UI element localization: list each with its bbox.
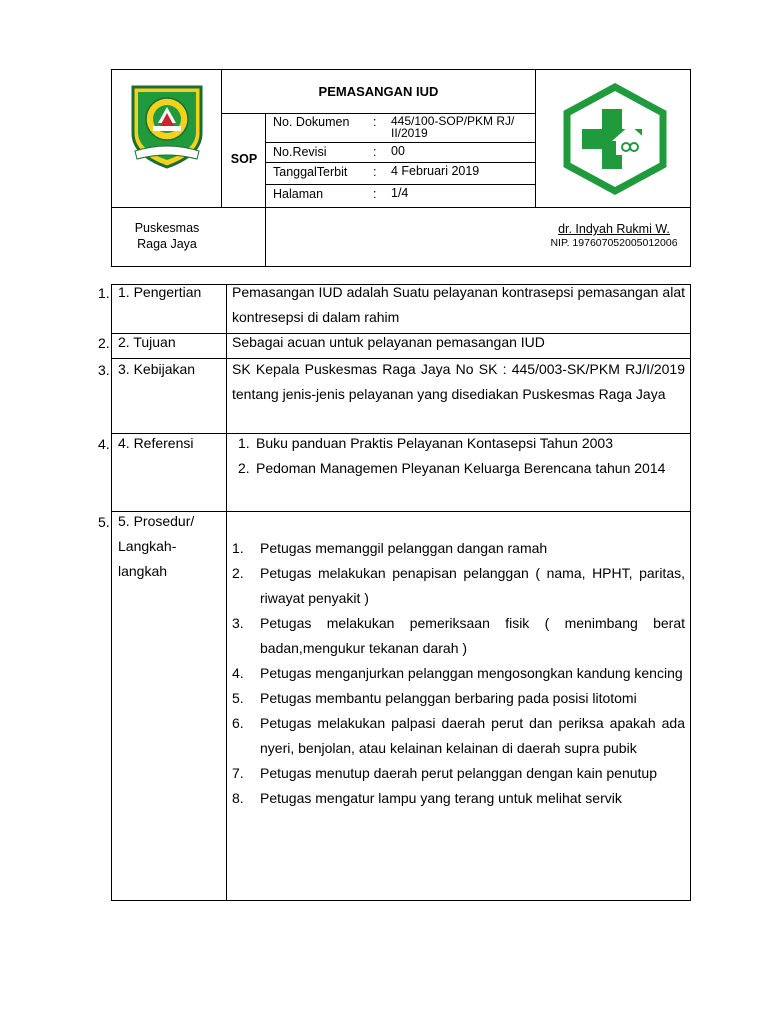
meta-value: 1/4 [391,186,409,200]
list-number: 4. [232,665,244,681]
meta-label: No. Dokumen [273,115,350,129]
row-content: Pemasangan IUD adalah Suatu pelayanan kontrasepsi pemasangan alat kontresepsi di dalam rahim [232,284,685,325]
meta-colon: : [373,187,377,201]
institution-name [112,220,222,252]
list-text: Petugas melakukan palpasi daerah perut dan periksa apakah ada nyeri, benjolan, atau kelainan kelainan di daerah supra pubik [260,715,685,756]
head-signature-block [536,222,692,249]
divider [112,207,690,208]
sop-header [111,69,691,267]
list-number: 1. [238,435,250,451]
row-content: Sebagai acuan untuk pelayanan pemasangan IUD [232,334,545,350]
row-label-line: 5. Prosedur/ [118,513,195,529]
list-item [232,686,685,711]
institution-line: Raga Jaya [137,237,197,251]
meta-colon: : [373,165,377,179]
institution-line: Puskesmas [134,221,200,235]
list-number: 5. [232,690,244,706]
list-text: Petugas mengatur lampu yang terang untuk melihat servik [260,790,622,806]
divider [265,142,535,143]
list-item [232,456,685,481]
meta-colon: : [373,115,377,129]
row-number: 4. [98,436,110,452]
list-number: 2. [232,565,244,581]
list-number: 8. [232,790,244,806]
list-text: Petugas melakukan penapisan pelanggan ( nama, HPHT, paritas, riwayat penyakit ) [260,565,685,606]
list-number: 6. [232,715,244,731]
row-label: 2. Tujuan [118,334,176,350]
puskesmas-logo [560,83,670,195]
list-number: 7. [232,765,244,781]
divider [535,70,536,208]
divider [226,285,227,900]
meta-label: TanggalTerbit [273,165,348,179]
divider [265,184,535,185]
procedure-steps [232,536,685,811]
row-content: SK Kepala Puskesmas Raga Jaya No SK : 445/003-SK/PKM RJ/I/2019 tentang jenis-jenis pelayanan yang disediakan Puskesmas Raga Jaya [232,361,685,402]
sop-label: SOP [230,152,258,166]
list-number: 2. [238,460,250,476]
row-number: 2. [98,335,110,351]
meta-value: 00 [391,144,405,158]
list-item [232,611,685,661]
meta-value: 445/100-SOP/PKM RJ/ II/2019 [391,114,515,140]
list-text: Petugas melakukan pemeriksaan fisik ( menimbang berat badan,mengukur tekanan darah ) [260,615,685,656]
list-item [232,536,685,561]
list-item [232,661,685,686]
head-name: dr. Indyah Rukmi W. [558,222,670,236]
list-text: Petugas memanggil pelanggan dangan ramah [260,540,548,556]
meta-colon: : [373,145,377,159]
row-number: 1. [98,285,110,301]
list-item [232,561,685,611]
list-text: Petugas membantu pelanggan berbaring pada posisi litotomi [260,690,637,706]
regency-emblem-logo [127,83,207,171]
divider [265,207,266,267]
meta-value: 4 Februari 2019 [391,164,480,178]
list-item [232,786,685,811]
procedure-table [98,284,691,901]
reference-list [232,431,685,481]
list-text: Pedoman Managemen Pleyanan Keluarga Berencana tahun 2014 [256,460,666,476]
divider [112,511,690,512]
document-title: PEMASANGAN IUD [318,84,439,99]
list-number: 3. [232,615,244,631]
row-label: 4. Referensi [118,435,194,451]
row-label-line: Langkah- [118,538,177,554]
list-text: Petugas menutup daerah perut pelanggan dengan kain penutup [260,765,657,781]
divider [265,162,535,163]
meta-label: Halaman [273,187,324,201]
list-item [232,431,685,456]
list-number: 1. [232,540,244,556]
row-number: 3. [98,362,110,378]
list-text: Petugas menganjurkan pelanggan mengosongkan kandung kencing [260,665,683,681]
row-label: 1. Pengertian [118,284,202,300]
meta-label: No.Revisi [273,145,327,159]
list-item [232,761,685,786]
list-item [232,711,685,761]
row-label-line: langkah [118,563,168,579]
row-label [118,509,194,584]
row-number: 5. [98,514,110,530]
head-nip: NIP. 197607052005012006 [550,237,678,249]
row-label: 3. Kebijakan [118,361,196,377]
list-text: Buku panduan Praktis Pelayanan Kontasepsi Tahun 2003 [256,435,614,451]
